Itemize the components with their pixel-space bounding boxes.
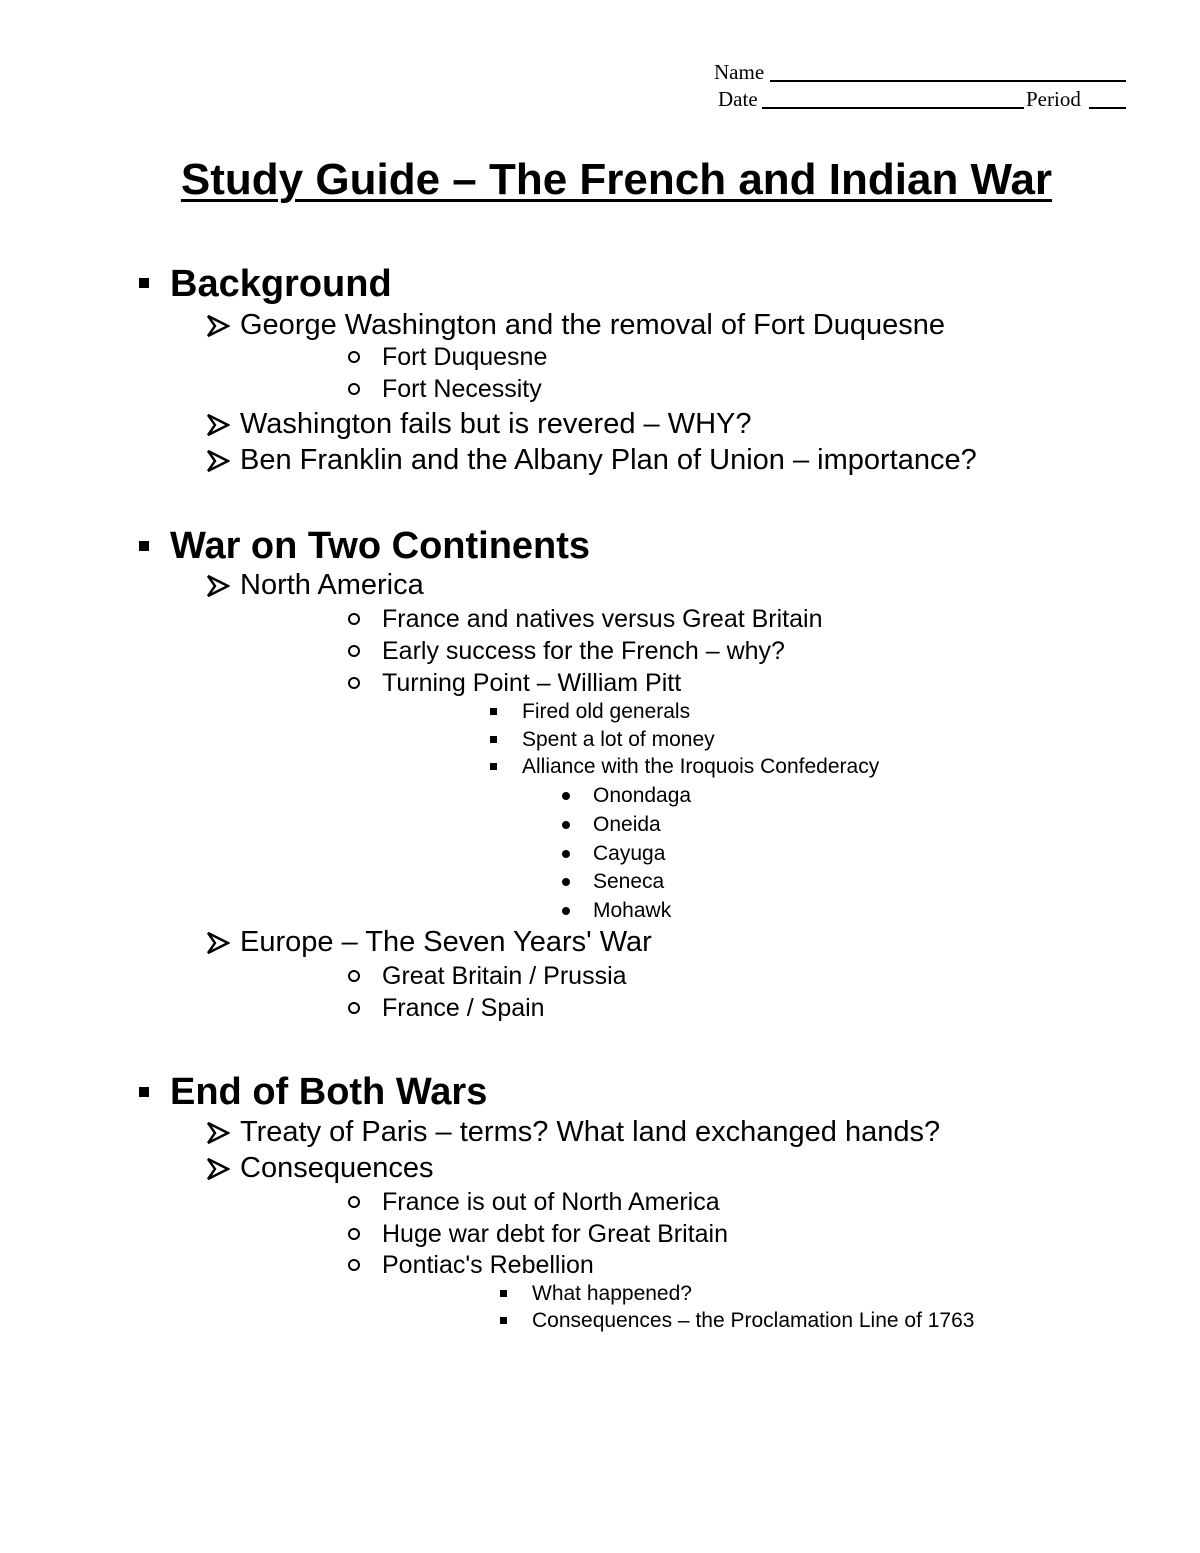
- section-heading-war-on-two-continents: War on Two Continents: [170, 525, 591, 567]
- list-item: Fort Duquesne: [382, 343, 548, 371]
- circle-bullet-icon: [348, 970, 360, 982]
- list-item: Alliance with the Iroquois Confederacy: [522, 755, 880, 778]
- square-bullet-icon: [139, 1087, 149, 1097]
- circle-bullet-icon: [348, 1228, 360, 1240]
- arrow-bullet-icon: [206, 314, 230, 338]
- square-bullet-icon: [139, 541, 149, 551]
- list-item: Washington fails but is revered – WHY?: [240, 408, 752, 440]
- list-item: Fired old generals: [522, 700, 691, 723]
- circle-bullet-icon: [348, 1196, 360, 1208]
- list-item: North America: [240, 569, 424, 601]
- dot-bullet-icon: [562, 792, 570, 800]
- arrow-bullet-icon: [206, 449, 230, 473]
- list-item: Oneida: [593, 813, 661, 836]
- list-item: Onondaga: [593, 784, 692, 807]
- dot-bullet-icon: [562, 907, 570, 915]
- list-item: Pontiac's Rebellion: [382, 1251, 594, 1279]
- dot-bullet-icon: [562, 821, 570, 829]
- page-title: Study Guide – The French and Indian War: [180, 155, 1053, 204]
- list-item: Mohawk: [593, 899, 672, 922]
- square-bullet-icon: [500, 1317, 507, 1324]
- list-item: Fort Necessity: [382, 375, 542, 403]
- circle-bullet-icon: [348, 351, 360, 363]
- date-field-line[interactable]: [762, 107, 1024, 109]
- square-bullet-icon: [490, 708, 497, 715]
- circle-bullet-icon: [348, 1259, 360, 1271]
- circle-bullet-icon: [348, 677, 360, 689]
- list-item: France is out of North America: [382, 1188, 720, 1216]
- list-item: France and natives versus Great Britain: [382, 605, 823, 633]
- list-item: Seneca: [593, 870, 665, 893]
- square-bullet-icon: [139, 278, 149, 288]
- list-item: Consequences: [240, 1152, 434, 1184]
- arrow-bullet-icon: [206, 1121, 230, 1145]
- square-bullet-icon: [500, 1290, 507, 1297]
- name-label: Name: [714, 60, 765, 84]
- square-bullet-icon: [490, 763, 497, 770]
- dot-bullet-icon: [562, 850, 570, 858]
- list-item: Great Britain / Prussia: [382, 962, 627, 990]
- list-item: Turning Point – William Pitt: [382, 669, 682, 697]
- section-heading-end-of-both-wars: End of Both Wars: [170, 1071, 488, 1113]
- list-item: Spent a lot of money: [522, 728, 715, 751]
- list-item: Europe – The Seven Years' War: [240, 926, 652, 958]
- arrow-bullet-icon: [206, 413, 230, 437]
- list-item: Ben Franklin and the Albany Plan of Union – importance?: [240, 444, 977, 476]
- list-item: France / Spain: [382, 994, 545, 1022]
- list-item: Treaty of Paris – terms? What land exchanged hands?: [240, 1116, 941, 1148]
- circle-bullet-icon: [348, 1002, 360, 1014]
- circle-bullet-icon: [348, 613, 360, 625]
- name-field-line[interactable]: [770, 80, 1126, 82]
- square-bullet-icon: [490, 736, 497, 743]
- dot-bullet-icon: [562, 878, 570, 886]
- arrow-bullet-icon: [206, 1157, 230, 1181]
- list-item: George Washington and the removal of Fort Duquesne: [240, 309, 945, 341]
- list-item: What happened?: [532, 1282, 692, 1305]
- section-heading-background: Background: [170, 263, 392, 305]
- circle-bullet-icon: [348, 645, 360, 657]
- period-field-line[interactable]: [1089, 107, 1126, 109]
- circle-bullet-icon: [348, 383, 360, 395]
- arrow-bullet-icon: [206, 931, 230, 955]
- list-item: Cayuga: [593, 842, 666, 865]
- list-item: Early success for the French – why?: [382, 637, 785, 665]
- list-item: Consequences – the Proclamation Line of 1763: [532, 1309, 975, 1332]
- period-label: Period: [1026, 87, 1081, 111]
- date-label: Date: [718, 87, 758, 111]
- arrow-bullet-icon: [206, 574, 230, 598]
- list-item: Huge war debt for Great Britain: [382, 1220, 728, 1248]
